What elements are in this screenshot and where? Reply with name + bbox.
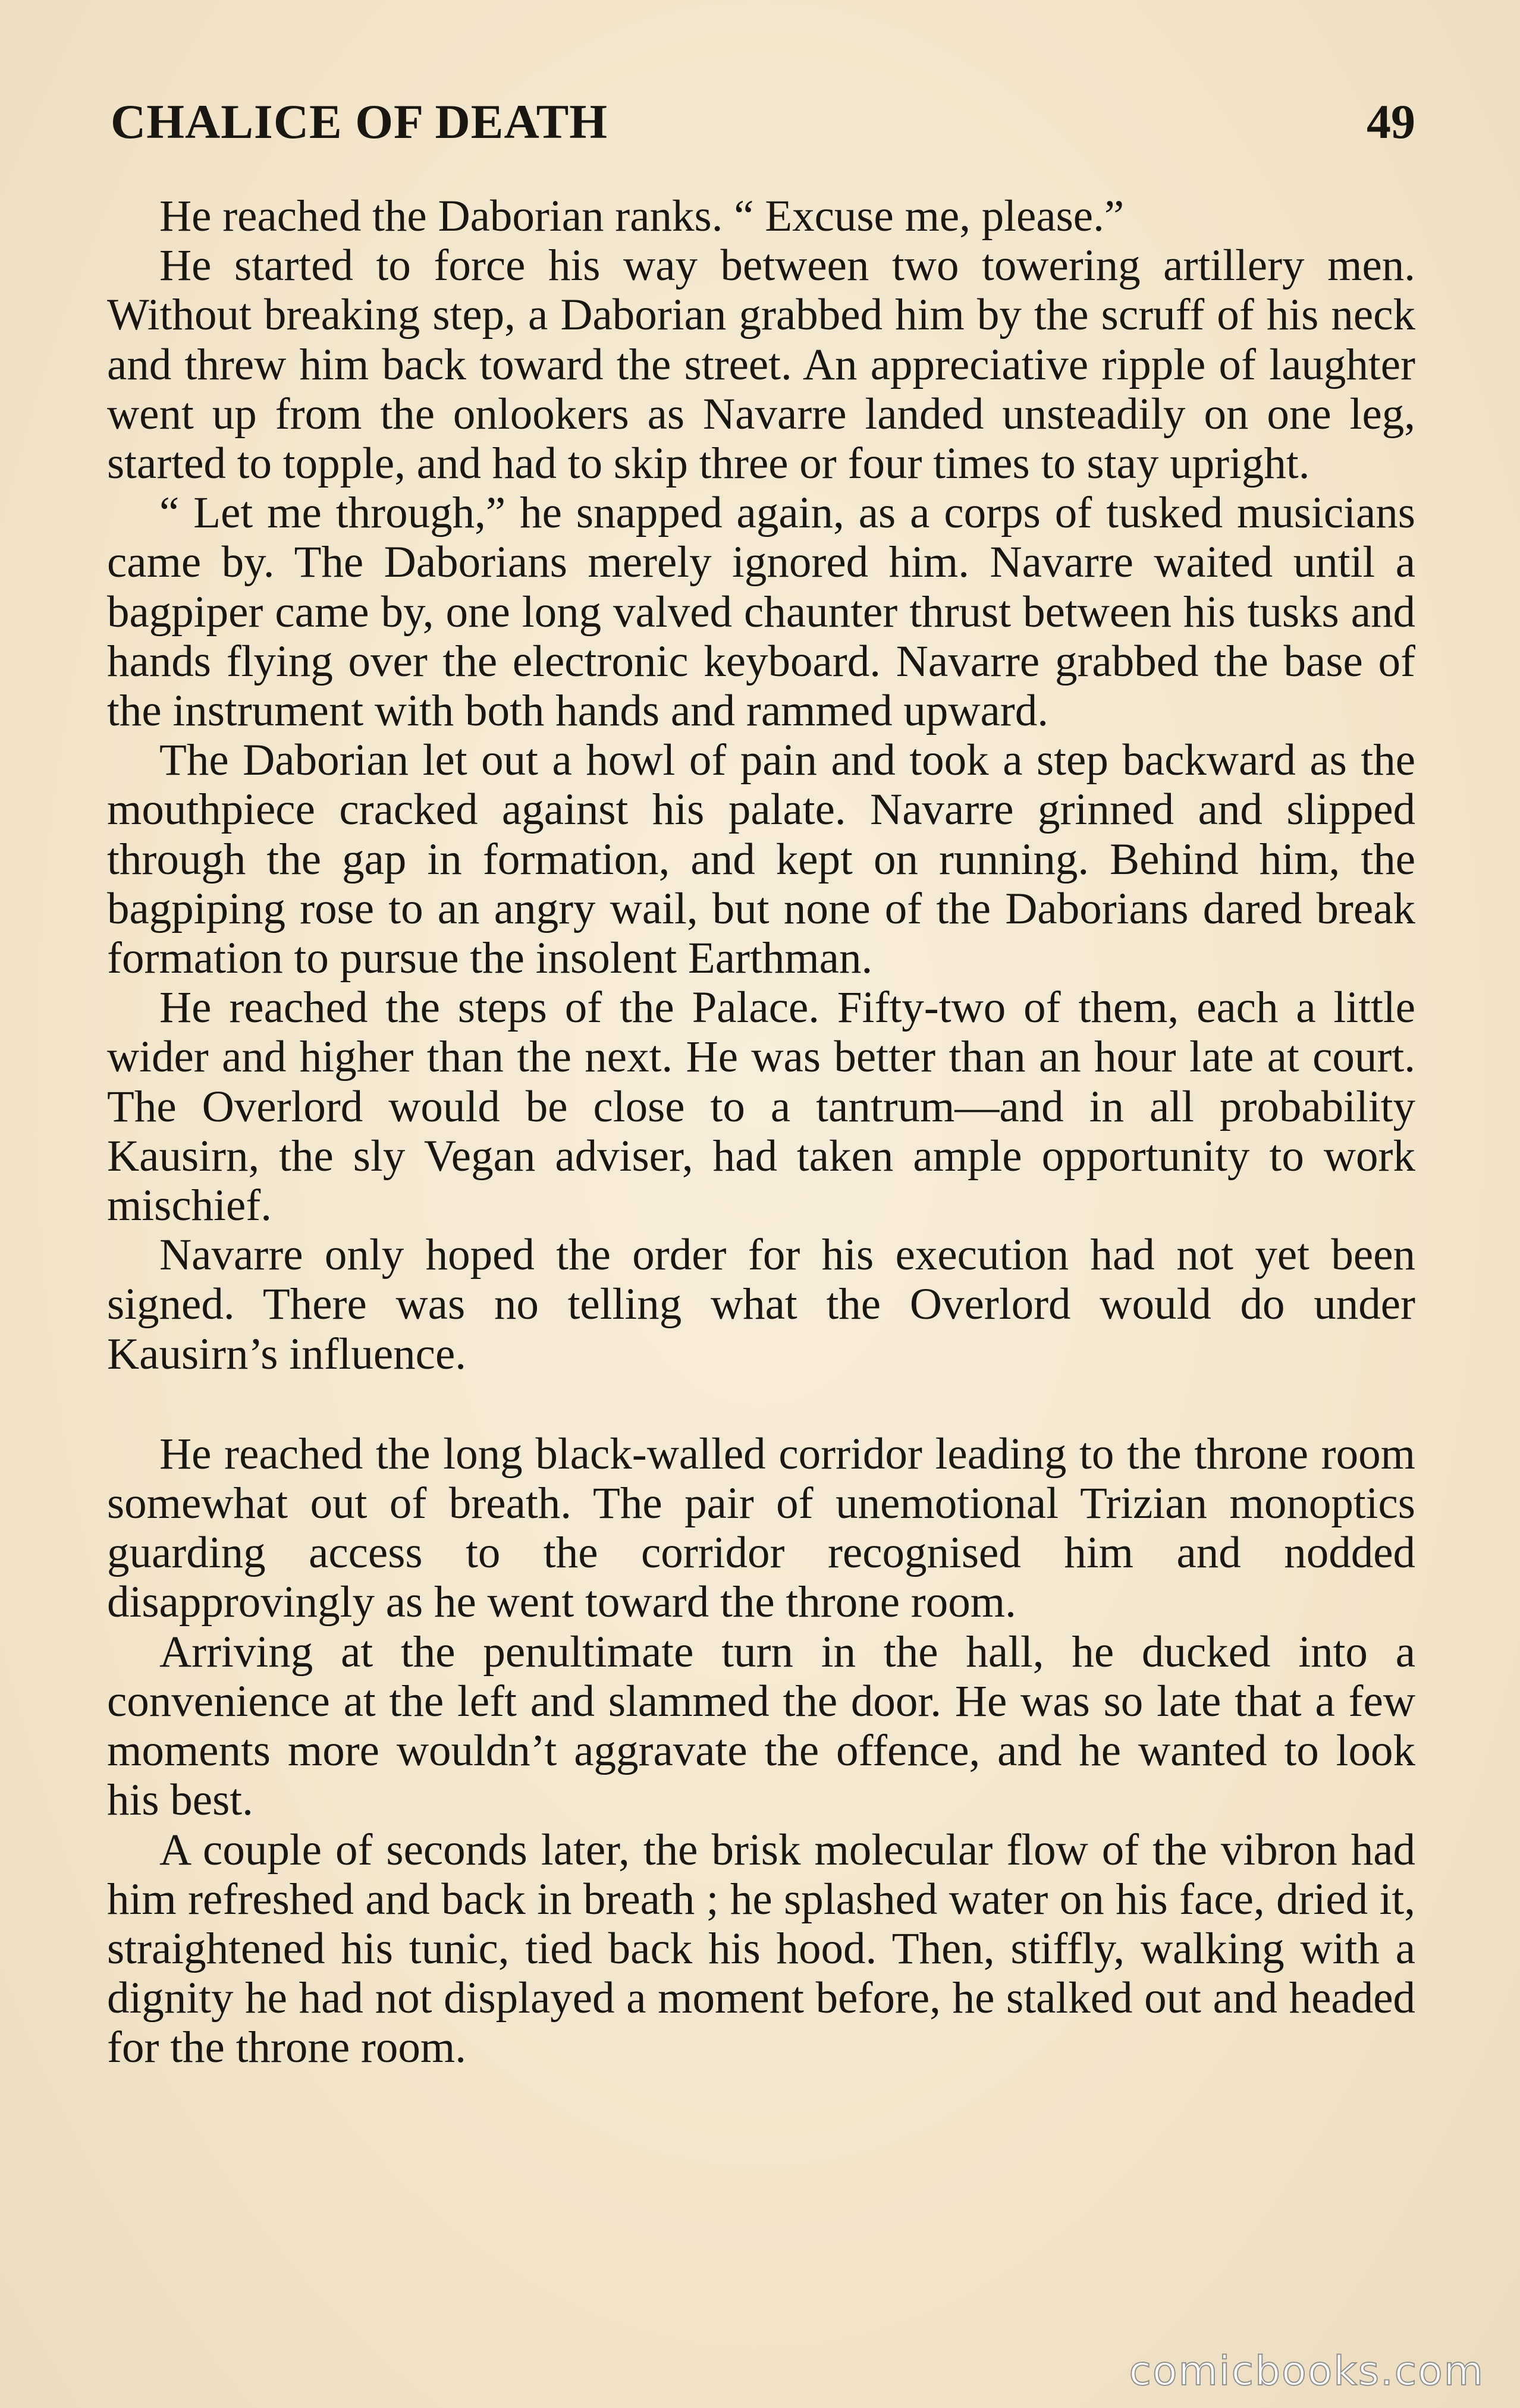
paragraph: Navarre only hoped the order for his execution had not yet been signed. There was no telling what the Overlord would do under Kausirn’s influence. bbox=[107, 1230, 1415, 1379]
section-break bbox=[107, 1379, 1415, 1429]
watermark: comicbooks.com bbox=[1129, 2348, 1484, 2395]
paragraph: He started to force his way between two towering artillery men. Without breaking step, a Daborian grabbed him by the scruff of his neck and threw him back toward the street. An appreciative ripple of laughter went up from the onlookers as Navarre landed unsteadily on one leg, started to topple, and had to skip three or four times to stay upright. bbox=[107, 241, 1415, 489]
paragraph: “ Let me through,” he snapped again, as a corps of tusked musicians came by. The Daborians merely ignored him. Navarre waited until a bagpiper came by, one long valved chaunter thrust between his tusks and hands flying over the electronic keyboard. Navarre grabbed the base of the instrument with both hands and rammed upward. bbox=[107, 488, 1415, 736]
page-number: 49 bbox=[1367, 95, 1415, 149]
paragraph: Arriving at the penultimate turn in the hall, he ducked into a convenience at the left and slammed the door. He was so late that a few moments more wouldn’t aggravate the offence, and he wanted to look his best. bbox=[107, 1627, 1415, 1825]
paragraph: He reached the Daborian ranks. “ Excuse me, please.” bbox=[159, 191, 1125, 241]
running-title: CHALICE OF DEATH bbox=[111, 95, 608, 149]
paragraph: He reached the long black-walled corridor leading to the throne room somewhat out of breath. The pair of unemotional Trizian monoptics guarding access to the corridor recognised him and nodded disapprovingly as he went toward the throne room. bbox=[107, 1429, 1415, 1627]
paragraph: The Daborian let out a howl of pain and took a step backward as the mouthpiece cracked against his palate. Navarre grinned and slipped through the gap in formation, and kept on running. Behind him, the bagpiping rose to an angry wail, but none of the Daborians dared break formation to pursue the insolent Earthman. bbox=[107, 735, 1415, 983]
running-head bbox=[107, 89, 1415, 155]
paragraph: A couple of seconds later, the brisk molecular flow of the vibron had him refreshed and back in breath ; he splashed water on his face, dried it, straightened his tunic, tied back his hood. Then, stiffly, walking with a dignity he had not displayed a moment before, he stalked out and headed for the throne room. bbox=[107, 1825, 1415, 2073]
paragraph: He reached the steps of the Palace. Fifty-two of them, each a little wider and higher than the next. He was better than an hour late at court. The Overlord would be close to a tantrum—and in all probability Kausirn, the sly Vegan adviser, had taken ample opportunity to work mischief. bbox=[107, 983, 1415, 1231]
body-text bbox=[107, 191, 1415, 2073]
